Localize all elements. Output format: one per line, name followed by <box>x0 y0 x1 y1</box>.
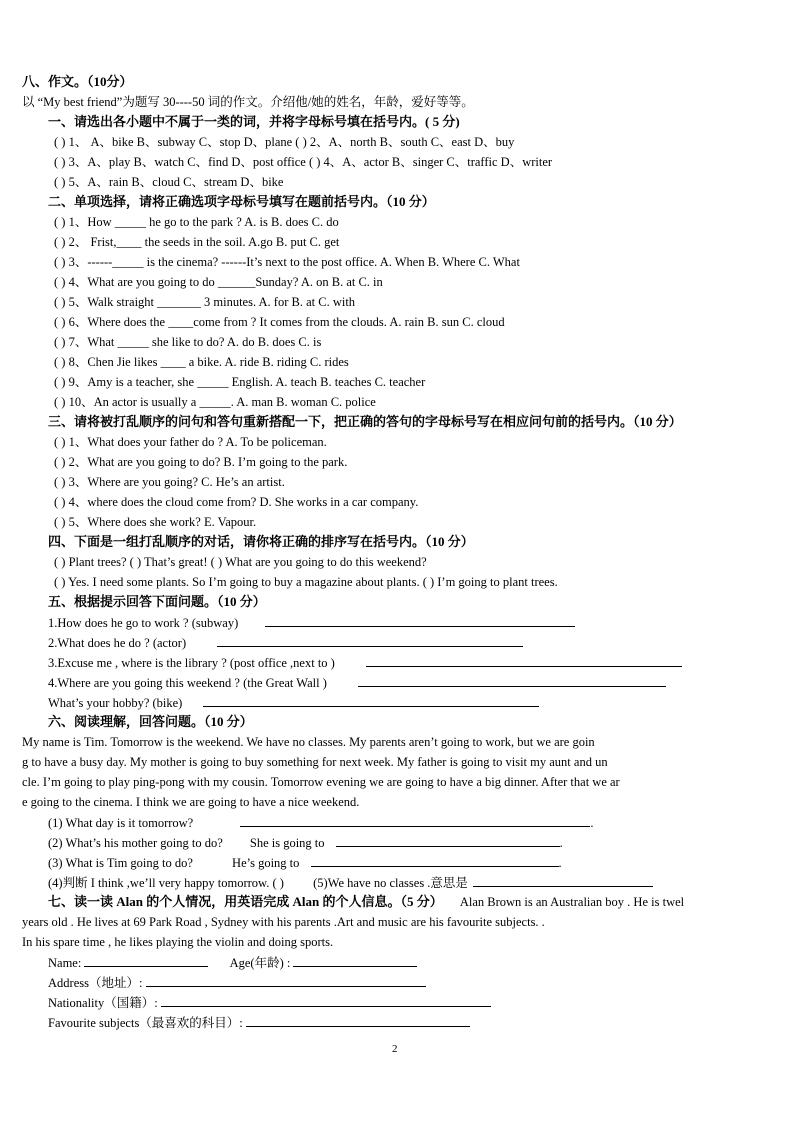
question-text: 2.What does he do ? (actor) <box>48 636 187 650</box>
passage-text: Alan Brown is an Australian boy . He is twel <box>459 895 685 909</box>
section-1-title: 一、请选出各小题中不属于一类的词，并将字母标号填在括号内。( 5 分) <box>48 114 460 129</box>
question-row: ( ) 1、How _____ he go to the park ? A. is B. does C. do <box>54 215 339 229</box>
page-number: 2 <box>392 1043 398 1055</box>
answer-line[interactable] <box>358 674 666 687</box>
question-row: ( ) 10、An actor is usually a _____. A. man B. woman C. police <box>54 395 376 409</box>
dialogue-row: ( ) Yes. I need some plants. So I’m going to buy a magazine about plants. ( ) I’m going to plant trees. <box>54 575 558 589</box>
question-row: ( ) 2、What are you going to do? B. I’m going to the park. <box>54 455 348 469</box>
passage-line: cle. I’m going to play ping-pong with my cousin. Tomorrow evening we are going to have a big dinner. After that we ar <box>22 775 620 789</box>
question-text: (4)判断 I think ,we’ll very happy tomorrow. ( ) <box>48 876 284 890</box>
answer-line[interactable] <box>265 614 575 627</box>
question-text: (5)We have no classes .意思是 <box>313 876 468 890</box>
question-row: ( ) 3、------_____ is the cinema? ------It’s next to the post office. A. When B. Where C. What <box>54 255 520 269</box>
question-row: ( ) 4、What are you going to do ______Sunday? A. on B. at C. in <box>54 275 383 289</box>
address-field[interactable] <box>146 974 426 987</box>
question-row <box>48 674 666 691</box>
question-row: ( ) 9、Amy is a teacher, she _____ English. A. teach B. teaches C. teacher <box>54 375 426 389</box>
answer-prefix: She is going to <box>249 836 325 850</box>
question-row: ( ) 3、Where are you going? C. He’s an artist. <box>54 475 285 489</box>
form-row <box>48 994 491 1011</box>
passage-line: My name is Tim. Tomorrow is the weekend. We have no classes. My parents aren’t going to work, but we are goin <box>22 735 595 749</box>
answer-line[interactable] <box>203 694 539 707</box>
favourite-subjects-label: Favourite subjects（最喜欢的科目）: <box>48 1016 243 1030</box>
answer-prefix: He’s going to <box>232 856 300 870</box>
question-row <box>48 614 575 631</box>
passage-line: e going to the cinema. I think we are going to have a nice weekend. <box>22 795 360 809</box>
section-4-title: 四、下面是一组打乱顺序的对话，请你将正确的排序写在括号内。（10 分） <box>48 534 474 549</box>
favourite-subjects-field[interactable] <box>246 1014 470 1027</box>
section-7-title: 七、读一读 Alan 的个人情况，用英语完成 Alan 的个人信息。（5 分） <box>48 894 443 909</box>
question-row: ( ) 1、What does your father do ? A. To be policeman. <box>54 435 327 449</box>
answer-line[interactable] <box>240 814 590 827</box>
question-text: 1.How does he go to work ? (subway) <box>48 616 239 630</box>
question-text: (2) What’s his mother going to do? <box>48 836 223 850</box>
question-row <box>48 694 539 711</box>
nationality-label: Nationality（国籍）: <box>48 996 158 1010</box>
question-row: (3) What is Tim going to do? He’s going to . <box>48 856 562 870</box>
address-label: Address（地址）: <box>48 976 143 990</box>
answer-line[interactable] <box>217 634 523 647</box>
age-label: Age(年龄) : <box>229 956 291 970</box>
answer-line[interactable] <box>311 854 559 867</box>
section-8-prompt: 以 “My best friend”为题写 30----50 词的作文。介绍他/她的姓名，年龄，爱好等等。 <box>22 95 474 109</box>
section-6-title: 六、阅读理解，回答问题。（10 分） <box>48 714 253 729</box>
question-row: ( ) 2、 Frist,____ the seeds in the soil. A.go B. put C. get <box>54 235 340 249</box>
section-8-title: 八、作文。（10分） <box>22 74 133 89</box>
section-1-row: ( ) 1、 A、bike B、subway C、stop D、plane ( ) 2、A、north B、south C、east D、buy <box>54 135 515 149</box>
question-text: 4.Where are you going this weekend ? (the Great Wall ) <box>48 676 327 690</box>
question-text: What’s your hobby? (bike) <box>48 696 183 710</box>
question-row: ( ) 5、Walk straight _______ 3 minutes. A. for B. at C. with <box>54 295 356 309</box>
section-1-row: ( ) 3、A、play B、watch C、find D、post office ( ) 4、A、actor B、singer C、traffic D、writer <box>54 155 553 169</box>
answer-line[interactable] <box>366 654 682 667</box>
dialogue-row: ( ) Plant trees? ( ) That’s great! ( ) What are you going to do this weekend? <box>54 555 427 569</box>
passage-line: g to have a busy day. My mother is going to buy something for next week. My father is going to visit my aunt and un <box>22 755 608 769</box>
name-label: Name: <box>48 956 82 970</box>
section-2-title: 二、单项选择，请将正确选项字母标号填写在题前括号内。（10 分） <box>48 194 435 209</box>
question-text: 3.Excuse me , where is the library ? (post office ,next to ) <box>48 656 335 670</box>
question-row <box>48 654 682 671</box>
question-row: ( ) 6、Where does the ____come from ? It comes from the clouds. A. rain B. sun C. cloud <box>54 315 505 329</box>
question-row: ( ) 7、What _____ she like to do? A. do B. does C. is <box>54 335 322 349</box>
nationality-field[interactable] <box>161 994 491 1007</box>
section-5-title: 五、根据提示回答下面问题。（10 分） <box>48 594 266 609</box>
question-row: ( ) 4、where does the cloud come from? D. She works in a car company. <box>54 495 419 509</box>
form-row <box>48 974 426 991</box>
question-row: ( ) 8、Chen Jie likes ____ a bike. A. ride B. riding C. rides <box>54 355 349 369</box>
question-row: (2) What’s his mother going to do? She is going to . <box>48 836 563 850</box>
form-row <box>48 1014 470 1031</box>
section-1-row: ( ) 5、A、rain B、cloud C、stream D、bike <box>54 175 284 189</box>
question-text: (1) What day is it tomorrow? <box>48 816 194 830</box>
form-row <box>48 954 417 971</box>
question-row: ( ) 5、Where does she work? E. Vapour. <box>54 515 257 529</box>
answer-line[interactable] <box>336 834 560 847</box>
question-row <box>48 634 523 651</box>
passage-line: years old . He lives at 69 Park Road , Sydney with his parents .Art and music are his favourite subjects. . <box>22 915 545 929</box>
question-row: (1) What day is it tomorrow? . <box>48 816 594 830</box>
section-3-title: 三、请将被打乱顺序的问句和答句重新搭配一下，把正确的答句的字母标号写在相应问句前的括号内。（10 分） <box>48 414 682 429</box>
name-field[interactable] <box>84 954 208 967</box>
passage-line: In his spare time , he likes playing the violin and doing sports. <box>22 935 334 949</box>
section-7-row <box>48 894 684 910</box>
question-text: (3) What is Tim going to do? <box>48 856 193 870</box>
age-field[interactable] <box>293 954 417 967</box>
question-row <box>48 874 653 891</box>
answer-line[interactable] <box>473 874 653 887</box>
